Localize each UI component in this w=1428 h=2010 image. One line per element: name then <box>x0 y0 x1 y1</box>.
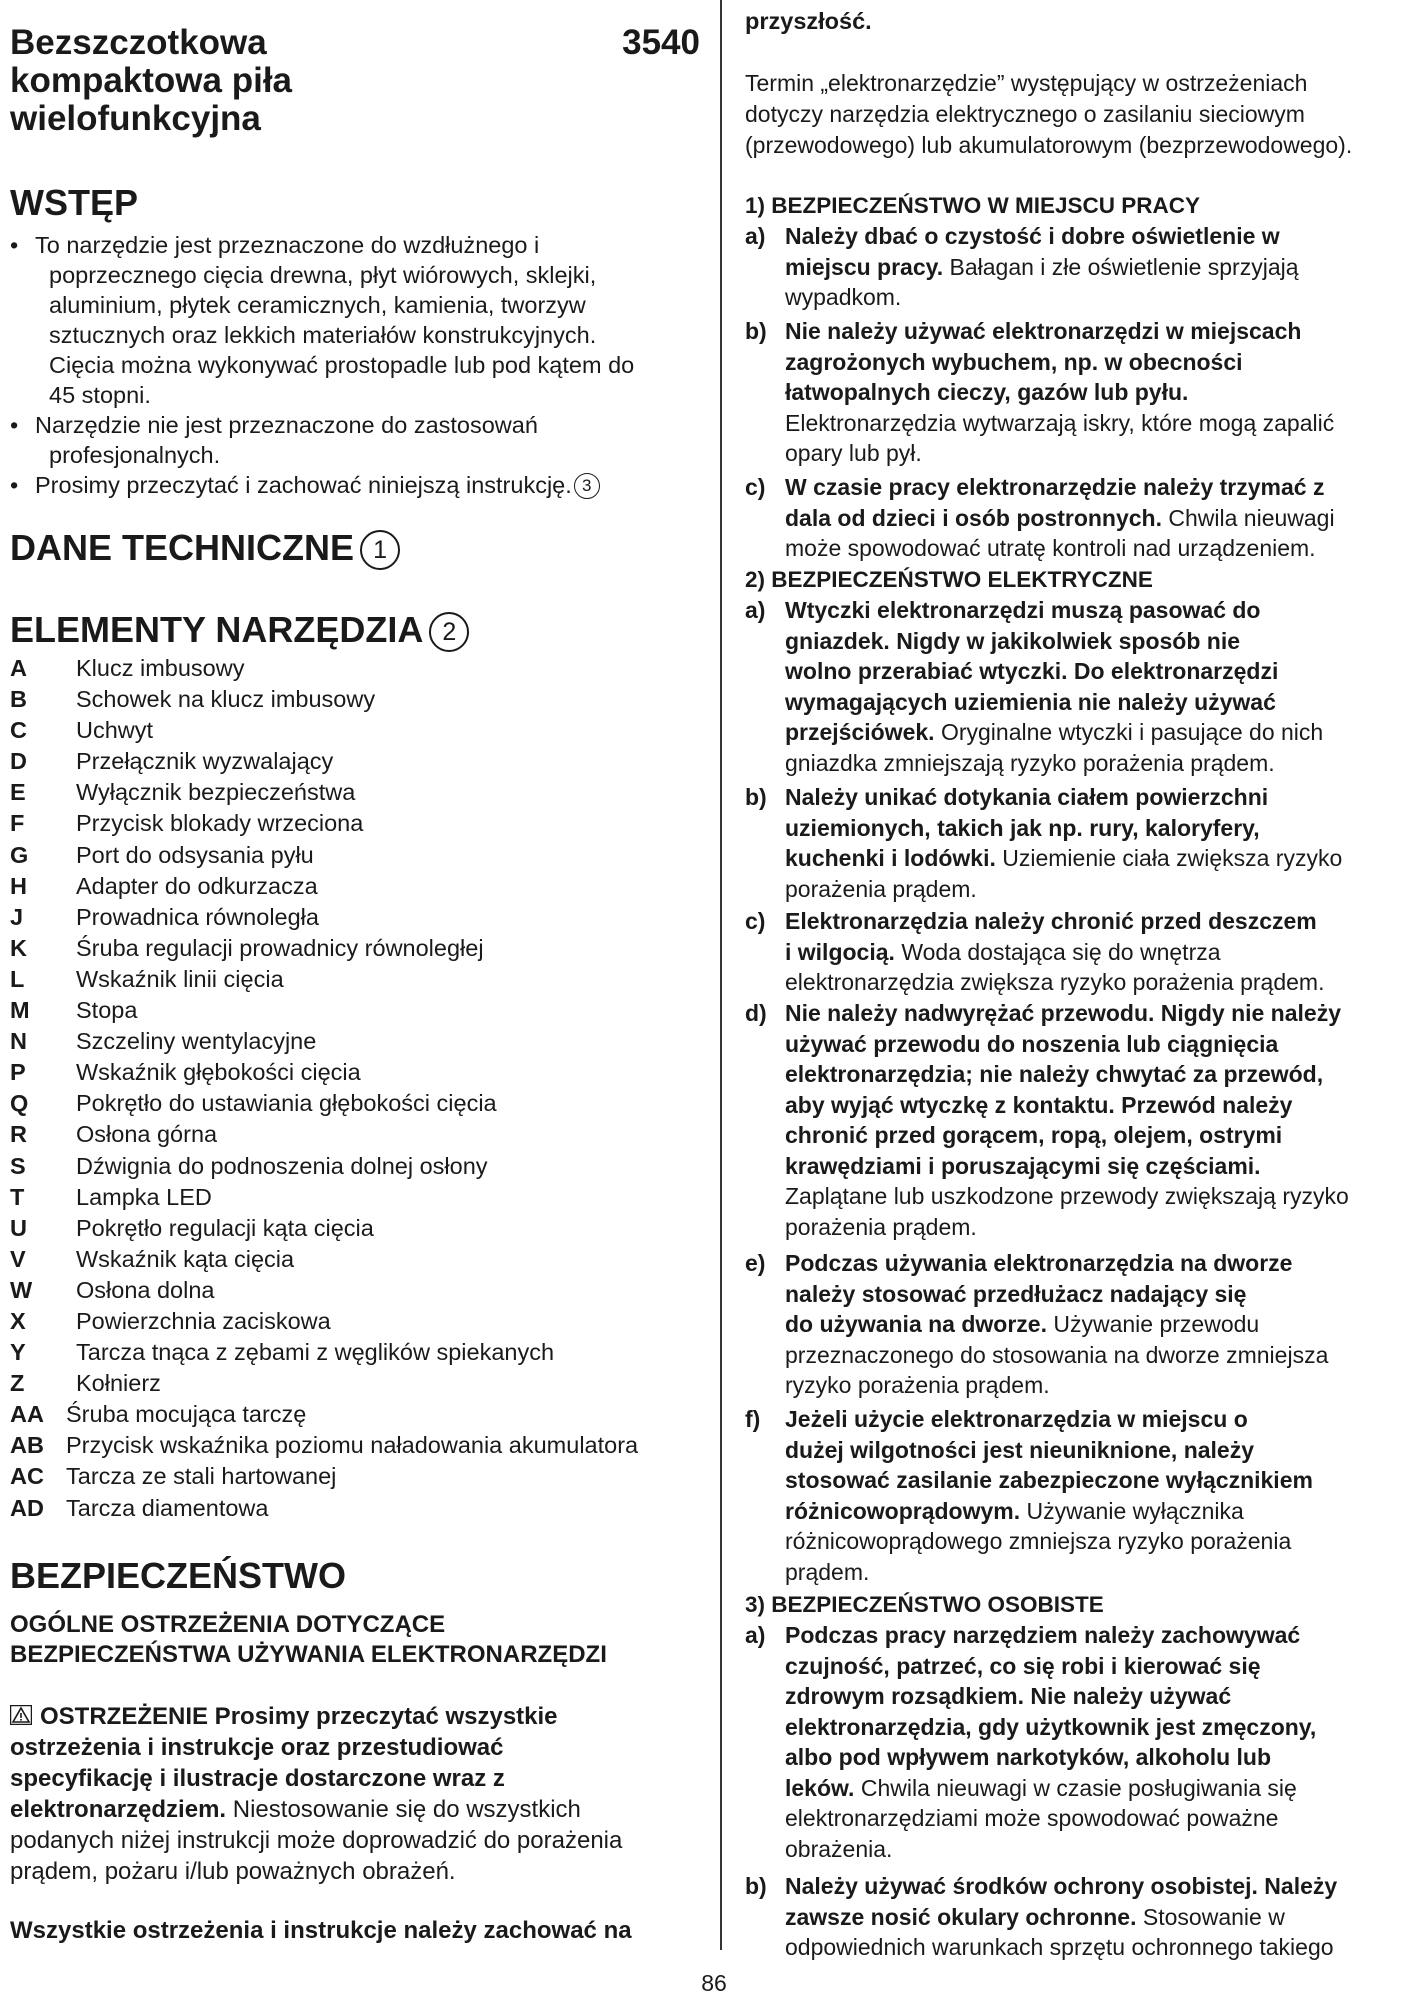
list-item: M Stopa <box>10 997 138 1024</box>
list-item: AD Tarcza diamentowa <box>10 1494 269 1521</box>
intro-bullet: • Prosimy przeczytać i zachować niniejszą instrukcję. 3 <box>10 470 700 500</box>
list-item: a) Należy dbać o czystość i dobre oświetlenie w miejscu pracy. Bałagan i złe oświetlenie sprzyjają wypadkom. <box>745 223 1299 310</box>
bullet-line: profesjonalnych. <box>49 442 221 468</box>
bullet-line: Narzędzie nie jest przeznaczone do zastosowań <box>35 412 538 438</box>
warning-paragraph: OSTRZEŻENIE Prosimy przeczytać wszystkie ostrzeżenia i instrukcje oraz przestudiować specyfikację i ilustracje dostarczone wraz z elektronarzędziem. Niestosowanie się do wszystkich podanych niżej instrukcji może doprowadzić do porażenia prądem, pożaru i/lub poważnych obrażeń. <box>10 1703 623 1885</box>
list-item: J Prowadnica równoległa <box>10 903 319 930</box>
list-item: T Lampka LED <box>10 1183 212 1210</box>
list-item: F Przycisk blokady wrzeciona <box>10 810 364 837</box>
list-item: b) Nie należy używać elektronarzędzi w miejscach zagrożonych wybuchem, np. w obecności łatwopalnych cieczy, gazów lub pyłu. Elektronarzędzia wytwarzają iskry, które mogą zapalić opary lub pył. <box>745 318 1335 466</box>
intro-heading: WSTĘP <box>10 182 139 223</box>
list-item: a) Wtyczki elektronarzędzi muszą pasować do gniazdek. Nigdy w jakikolwiek sposób nie wolno przerabiać wtyczki. Do elektronarzędzi wymagających uziemienia nie należy używać przejściówek. Oryginalne wtyczki i pasujące do nich gniazdka zmniejszają ryzyko porażenia prądem. <box>745 597 1324 776</box>
list-item: c) W czasie pracy elektronarzędzie należy trzymać z dala od dzieci i osób postronnych. Chwila nieuwagi może spowodować utratę kontroli nad urządzeniem. <box>745 474 1335 561</box>
list-item: P Wskaźnik głębokości cięcia <box>10 1059 361 1086</box>
figure-ref-badge: 3 <box>574 473 600 499</box>
page-number: 86 <box>701 1970 727 1996</box>
title-line: wielofunkcyjna <box>10 99 261 138</box>
list-item: X Powierzchnia zaciskowa <box>10 1307 331 1334</box>
intro-bullet: • Narzędzie nie jest przeznaczone do zastosowań profesjonalnych. <box>10 410 700 470</box>
warning-triangle-icon <box>10 1705 32 1725</box>
list-item: W Osłona dolna <box>10 1276 215 1303</box>
technical-heading: DANE TECHNICZNE 1 <box>10 528 400 570</box>
list-item: AC Tarcza ze stali hartowanej <box>10 1463 337 1490</box>
section-heading: 1) BEZPIECZEŃSTWO W MIEJSCU PRACY <box>745 193 1201 218</box>
intro-bullet: • To narzędzie jest przeznaczone do wzdłużnego i poprzecznego cięcia drewna, płyt wiórowych, sklejki, aluminium, płytek ceramicznych, kamienia, tworzyw sztucznych oraz lekkich materiałów konstrukcyjnych. Cięcia można wykonywać prostopadle lub pod kątem do 45 stopni. <box>10 230 700 410</box>
keep-instructions-text: Wszystkie ostrzeżenia i instrukcje należy zachować na <box>10 1917 632 1944</box>
list-item: E Wyłącznik bezpieczeństwa <box>10 779 356 806</box>
list-item: K Śruba regulacji prowadnicy równoległej <box>10 934 484 961</box>
list-item: Q Pokrętło do ustawiania głębokości cięcia <box>10 1090 497 1117</box>
bullet-line: sztucznych oraz lekkich materiałów konstrukcyjnych. <box>49 322 597 348</box>
list-item: f) Jeżeli użycie elektronarzędzia w miejscu o dużej wilgotności jest nieuniknione, należy stosować zasilanie zabezpieczone wyłącznikiem różnicowoprądowym. Używanie wyłącznika różnicowoprądowego zmniejsza ryzyko porażenia prądem. <box>745 1406 1313 1585</box>
list-item: e) Podczas używania elektronarzędzia na dworze należy stosować przedłużacz nadający się do używania na dworze. Używanie przewodu przeznaczonego do stosowania na dworze zmniejsza ryzyko porażenia prądem. <box>745 1250 1329 1398</box>
title-line: Bezszczotkowa <box>10 23 267 62</box>
list-item: AB Przycisk wskaźnika poziomu naładowania akumulatora <box>10 1432 639 1459</box>
list-item: V Wskaźnik kąta cięcia <box>10 1245 295 1272</box>
bullet-line: poprzecznego cięcia drewna, płyt wiórowych, sklejki, <box>49 262 597 288</box>
section-heading: 2) BEZPIECZEŃSTWO ELEKTRYCZNE <box>745 567 1153 592</box>
list-item: c) Elektronarzędzia należy chronić przed deszczem i wilgocią. Woda dostająca się do wnętrza elektronarzędzia zwiększa ryzyko porażenia prądem. <box>745 908 1325 995</box>
document-title <box>10 24 700 138</box>
list-item: H Adapter do odkurzacza <box>10 872 318 899</box>
list-item: D Przełącznik wyzwalający <box>10 748 334 775</box>
safety-subheading: OGÓLNE OSTRZEŻENIA DOTYCZĄCE BEZPIECZEŃSTWA UŻYWANIA ELEKTRONARZĘDZI <box>10 1611 607 1668</box>
list-item: A Klucz imbusowy <box>10 655 245 681</box>
title-line: kompaktowa piła <box>10 61 293 100</box>
section-heading: 3) BEZPIECZEŃSTWO OSOBISTE <box>745 1592 1104 1617</box>
list-item: G Port do odsysania pyłu <box>10 841 314 868</box>
figure-ref-badge: 1 <box>360 530 400 570</box>
list-item: Y Tarcza tnąca z zębami z węglików spiekanych <box>10 1339 555 1366</box>
bullet-line: Cięcia można wykonywać prostopadle lub pod kątem do <box>49 352 635 378</box>
list-item: C Uchwyt <box>10 717 154 744</box>
list-item: N Szczeliny wentylacyjne <box>10 1028 317 1055</box>
list-item: b) Należy używać środków ochrony osobistej. Należy zawsze nosić okulary ochronne. Stosowanie w odpowiednich warunkach sprzętu ochronnego takiego <box>745 1873 1338 1960</box>
definition-paragraph: Termin „elektronarzędzie” występujący w ostrzeżeniach dotyczy narzędzia elektrycznego o zasilaniu sieciowym (przewodowego) lub akumulatorowym (bezprzewodowego). <box>745 70 1353 158</box>
list-item: R Osłona górna <box>10 1121 218 1148</box>
list-item: Z Kołnierz <box>10 1370 161 1397</box>
bullet-line: 45 stopni. <box>49 382 151 408</box>
list-item: B Schowek na klucz imbusowy <box>10 686 376 713</box>
list-item: AA Śruba mocująca tarczę <box>10 1401 307 1428</box>
bullet-line: To narzędzie jest przeznaczone do wzdłużnego i <box>35 232 540 258</box>
column-divider <box>720 0 722 1950</box>
list-item: d) Nie należy nadwyrężać przewodu. Nigdy nie należy używać przewodu do noszenia lub ciągnięcia elektronarzędzia; nie należy chwytać za przewód, aby wyjąć wtyczkę z kontaktu. Przewód należy chronić przed gorącem, ropą, olejem, ostrymi krawędziami i poruszającymi się częściami. Zaplątane lub uszkodzone przewody zwiększają ryzyko porażenia prądem. <box>745 1000 1349 1240</box>
safety-heading: BEZPIECZEŃSTWO <box>10 1555 347 1596</box>
bullet-line: Prosimy przeczytać i zachować niniejszą instrukcję. <box>35 472 572 498</box>
list-item: b) Należy unikać dotykania ciałem powierzchni uziemionych, takich jak np. rury, kaloryfery, kuchenki i lodówki. Uziemienie ciała zwiększa ryzyko porażenia prądem. <box>745 784 1343 902</box>
elements-heading: ELEMENTY NARZĘDZIA 2 <box>10 610 469 652</box>
list-item: U Pokrętło regulacji kąta cięcia <box>10 1214 374 1241</box>
list-item: a) Podczas pracy narzędziem należy zachowywać czujność, patrzeć, co się robi i kierować się zdrowym rozsądkiem. Nie należy używać elektronarzędzia, gdy użytkownik jest zmęczony, albo pod wpływem narkotyków, alkoholu lub leków. Chwila nieuwagi w czasie posługiwania się elektronarzędziami może spowodować poważne obrażenia. <box>745 1622 1317 1862</box>
list-item: L Wskaźnik linii cięcia <box>10 965 284 992</box>
continuation-text: przyszłość. <box>745 8 872 34</box>
list-item: S Dźwignia do podnoszenia dolnej osłony <box>10 1152 488 1179</box>
elements-list <box>10 653 700 1524</box>
bullet-line: aluminium, płytek ceramicznych, kamienia, tworzyw <box>49 292 586 318</box>
figure-ref-badge: 2 <box>429 612 469 652</box>
model-number: 3540 <box>622 23 700 62</box>
